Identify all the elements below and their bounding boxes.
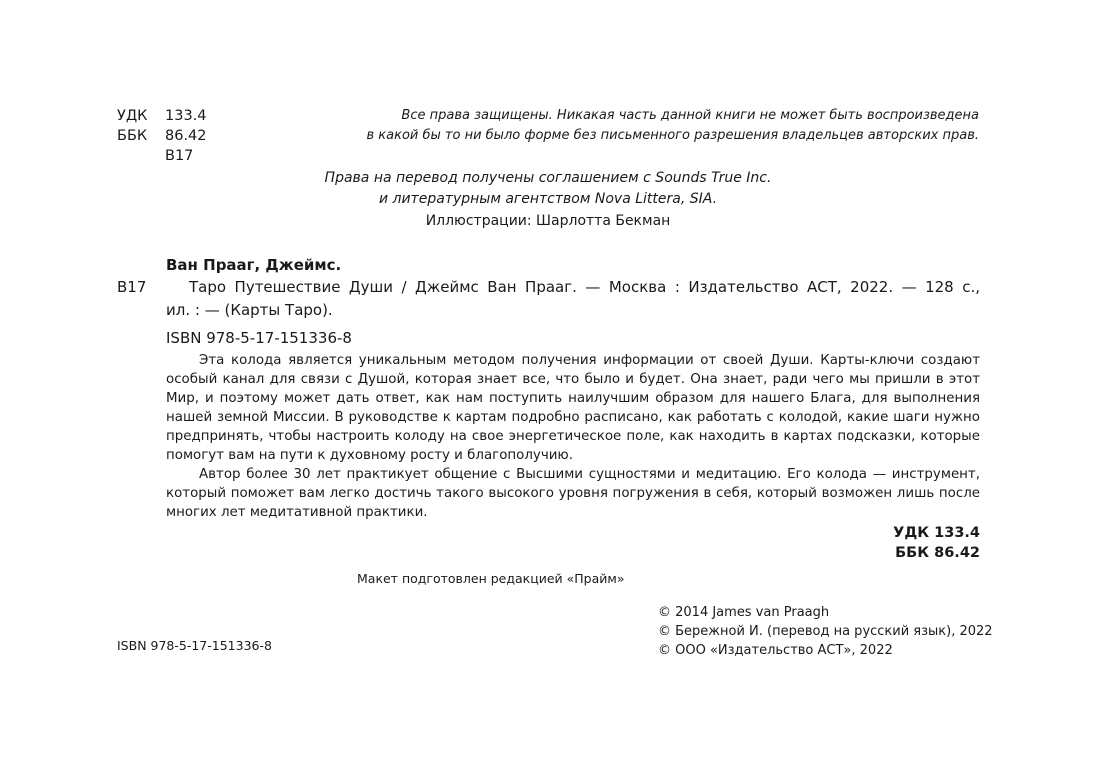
layout-note: Макет подготовлен редакцией «Прайм» [357, 571, 625, 586]
rights-notice [367, 106, 979, 146]
translation-rights-line-2: и литературным агентством Nova Littera, SIA. [378, 191, 718, 207]
bbk-row [117, 126, 207, 146]
copyright-line-2: © Бережной И. (перевод на русский язык), 2022 [658, 624, 993, 639]
author-mark-row [117, 146, 207, 166]
bibliography-code: В17 [117, 278, 147, 296]
bbk-value: 86.42 [165, 128, 207, 144]
rights-notice-line-2: в какой бы то ни было форме без письменного разрешения владельцев авторских прав. [366, 128, 979, 143]
title-line: Таро Путешествие Души / Джеймс Ван Прааг. — Москва : Издательство АСТ, 2022. — 128 с., [189, 278, 980, 296]
copyright-line-3: © ООО «Издательство АСТ», 2022 [658, 643, 893, 658]
isbn-main: ISBN 978-5-17-151336-8 [166, 329, 352, 347]
annotation-paragraph-1: Эта колода является уникальным методом получения информации от своей Души. Карты-ключи создают особый канал для связи с Душой, которая знает все, что было и будет. Она знает, ради чего мы пришли в этот Мир, и поэтому может дать ответ, как нам поступить наилучшим образом для нашего Блага, для выполнения нашей земной Миссии. В руководстве к картам подробно расписано, как работать с колодой, какие шаги нужно предпринять, чтобы настроить колоду на свое энергетическое поле, как находить в картах подсказки, которые помогут вам на пути к духовному росту и благополучию. [166, 353, 980, 463]
udk-label: УДК [117, 108, 148, 124]
isbn-footer: ISBN 978-5-17-151336-8 [117, 638, 272, 653]
udk-row [117, 106, 207, 126]
author-mark: В17 [165, 148, 194, 164]
copyright-line-1: © 2014 James van Praagh [658, 605, 830, 620]
title-continuation: ил. : — (Карты Таро). [166, 301, 333, 319]
bbk-bottom: ББК 86.42 [895, 545, 980, 561]
bbk-label: ББК [117, 128, 148, 144]
annotation-paragraph-2: Автор более 30 лет практикует общение с Высшими сущностями и медитацию. Его колода — инструмент, который поможет вам легко достичь такого высокого уровня погружения в себя, который возможен лишь после многих лет медитативной практики. [166, 467, 980, 520]
author-heading: Ван Прааг, Джеймс. [166, 256, 342, 274]
translation-rights [325, 168, 772, 210]
copyrights [658, 603, 993, 660]
annotation [166, 351, 980, 522]
codes-bottom [893, 523, 980, 563]
rights-notice-line-1: Все права защищены. Никакая часть данной книги не может быть воспроизведена [401, 108, 979, 123]
udk-bottom: УДК 133.4 [893, 525, 980, 541]
illustrations-credit: Иллюстрации: Шарлотта Бекман [425, 213, 671, 229]
classification-codes [117, 106, 207, 166]
translation-rights-line-1: Права на перевод получены соглашением с Sounds True Inc. [324, 170, 772, 186]
udk-value: 133.4 [165, 108, 207, 124]
